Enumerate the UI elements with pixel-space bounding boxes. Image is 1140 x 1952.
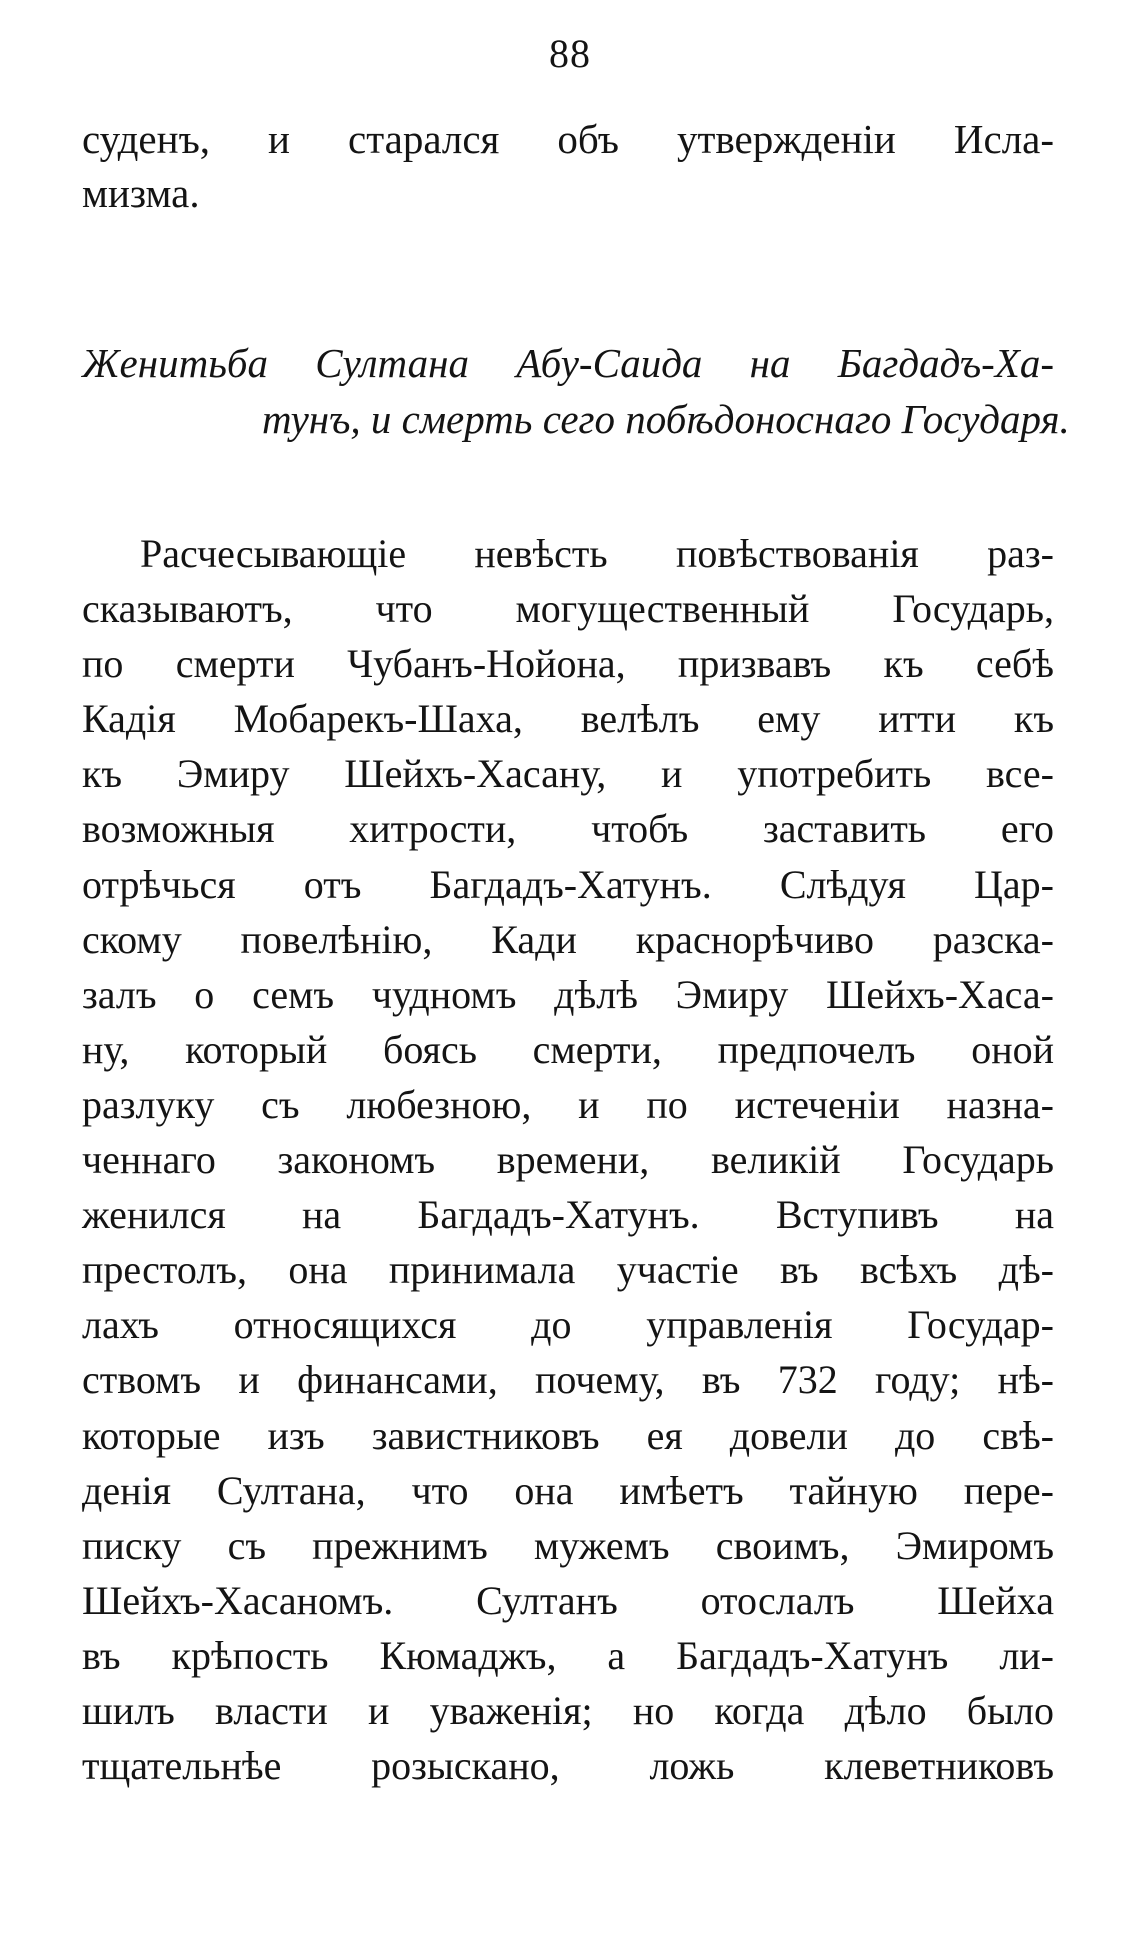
- text-line: лахъ относящихся до управленія Государ-: [82, 1302, 1054, 1348]
- text-line: Расчесывающіе невѣсть повѣствованія раз-: [140, 531, 1054, 576]
- text-line: скому повелѣнію, Кади краснорѣчиво разска-: [82, 916, 1054, 962]
- text-line: писку съ прежнимъ мужемъ своимъ, Эмиромъ: [82, 1522, 1054, 1568]
- section-heading: [82, 335, 1070, 447]
- text-line: Кадія Мобарекъ-Шаха, велѣлъ ему итти къ: [82, 696, 1054, 742]
- text-line: денія Султана, что она имѣетъ тайную пере-: [82, 1467, 1054, 1513]
- text-line: залъ о семъ чудномъ дѣлѣ Эмиру Шейхъ-Хаса-: [82, 971, 1054, 1017]
- text-line: разлуку съ любезною, и по истеченіи назна-: [82, 1081, 1054, 1127]
- text-line: тщательнѣе розыскано, ложь клеветниковъ: [82, 1743, 1054, 1789]
- text-line: Шейхъ-Хасаномъ. Султанъ отослалъ Шейха: [82, 1577, 1054, 1623]
- text-line: мизма.: [82, 170, 200, 216]
- text-line: женился на Багдадъ-Хатунъ. Вступивъ на: [82, 1192, 1054, 1238]
- text-line: по смерти Чубанъ-Нойона, призвавъ къ себѣ: [82, 641, 1054, 687]
- text-line: отрѣчься отъ Багдадъ-Хатунъ. Слѣдуя Цар-: [82, 861, 1054, 907]
- text-line: ствомъ и финансами, почему, въ 732 году; нѣ-: [82, 1357, 1054, 1403]
- page-number: 88: [549, 31, 591, 76]
- body-paragraph: [82, 526, 1054, 1793]
- continuation-text: [82, 112, 1054, 220]
- text-line: ну, который боясь смерти, предпочелъ оной: [82, 1026, 1054, 1072]
- text-line: сказываютъ, что могущественный Государь,: [82, 586, 1054, 632]
- text-line: возможныя хитрости, чтобъ заставить его: [82, 806, 1054, 852]
- text-line: суденъ, и старался объ утвержденіи Исла-: [82, 116, 1054, 162]
- text-line: престолъ, она принимала участіе въ всѣхъ дѣ-: [82, 1247, 1054, 1293]
- text-line: шилъ власти и уваженія; но когда дѣло было: [82, 1687, 1054, 1733]
- heading-line: тунъ, и смерть сего побѣдоноснаго Государя.: [262, 396, 1070, 442]
- text-line: въ крѣпость Кюмаджъ, а Багдадъ-Хатунъ ли-: [82, 1632, 1054, 1678]
- heading-line: Женитьба Султана Абу-Саида на Багдадъ-Ха-: [82, 340, 1054, 386]
- text-line: которые изъ завистниковъ ея довели до свѣ-: [82, 1412, 1054, 1458]
- text-line: ченнаго закономъ времени, великій Государь: [82, 1137, 1054, 1183]
- text-line: къ Эмиру Шейхъ-Хасану, и употребить все-: [82, 751, 1054, 797]
